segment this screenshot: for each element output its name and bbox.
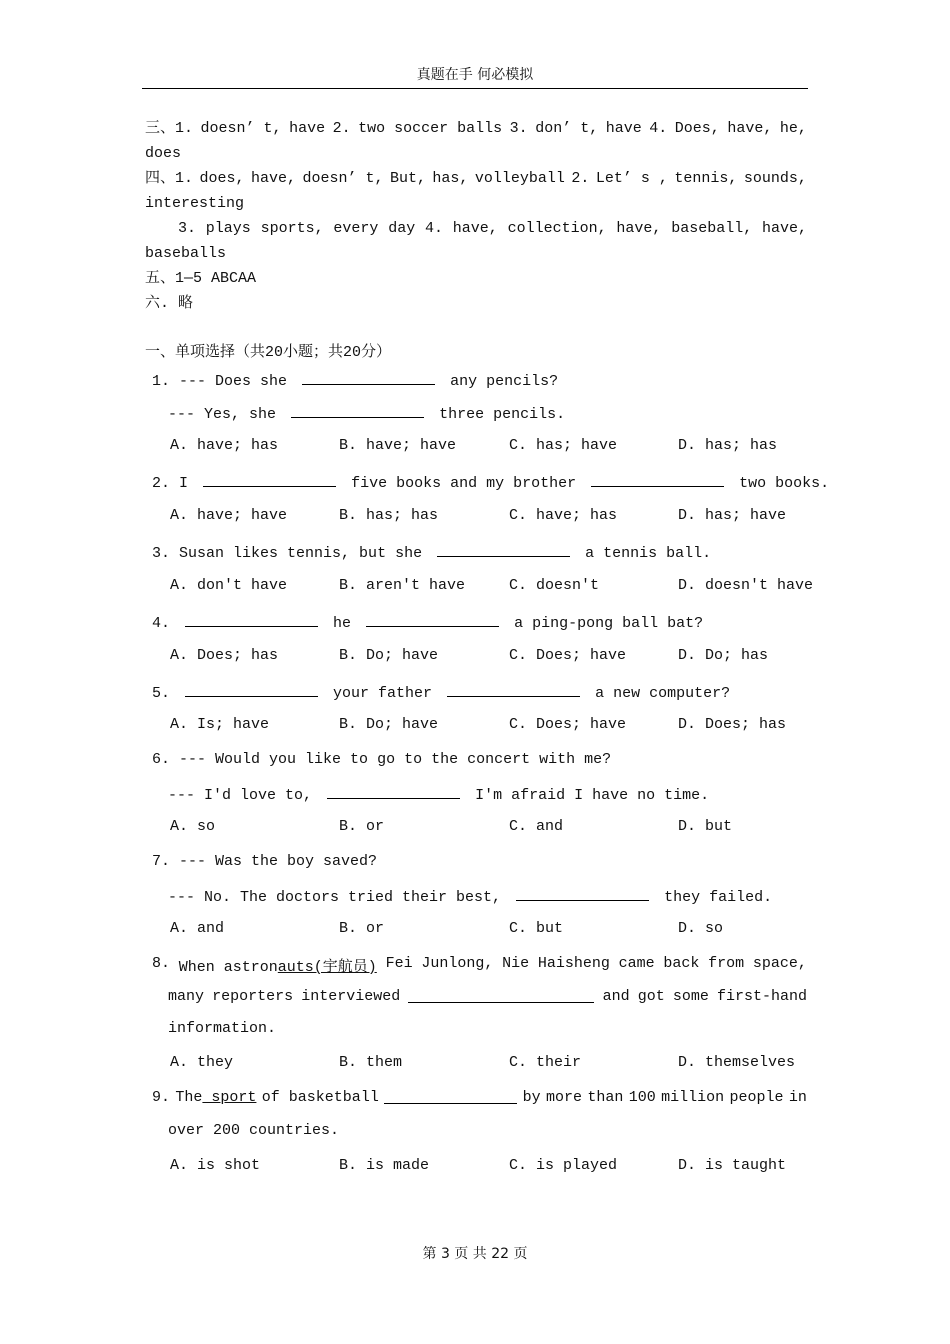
question-word: than	[587, 1089, 624, 1106]
question-text: a new computer?	[595, 685, 731, 702]
question-word: came	[618, 955, 655, 972]
question-line	[168, 1122, 339, 1139]
answer-token: 四、1.	[145, 170, 194, 187]
answer-token: plays	[205, 220, 251, 237]
question-word: back	[663, 955, 700, 972]
answer-token: has,	[432, 170, 469, 187]
page-header: 真题在手 何必模拟	[416, 67, 534, 83]
option-b[interactable]: B. Do; have	[339, 716, 439, 733]
answer-line: 五、1—5 ABCAA	[145, 270, 257, 287]
question-word: many	[168, 988, 205, 1005]
question-number: 8.	[152, 955, 171, 972]
answer-token: tennis,	[674, 170, 738, 187]
answer-token: every	[333, 220, 379, 237]
question-line	[168, 988, 807, 1005]
answer-blank[interactable]	[185, 612, 318, 627]
question-line	[152, 955, 807, 976]
question-word: people	[729, 1089, 784, 1106]
answer-token: day	[388, 220, 416, 237]
option-b[interactable]: B. or	[339, 818, 385, 835]
glossed-word: auts(宇航员)	[277, 959, 377, 976]
answer-line: 六. 略	[145, 295, 194, 312]
option-d[interactable]: D. themselves	[678, 1054, 796, 1071]
question-line	[152, 612, 703, 632]
answer-line	[145, 116, 807, 141]
question-line	[152, 682, 730, 702]
question-word: in	[788, 1089, 807, 1106]
option-a[interactable]: A. and	[170, 920, 225, 937]
answer-token: 2.	[571, 170, 590, 187]
question-number: 2.	[152, 475, 171, 492]
option-d[interactable]: D. doesn't have	[678, 577, 814, 594]
question-text: he	[333, 615, 352, 632]
option-c[interactable]: C. but	[509, 920, 564, 937]
answer-token: doesn’ t,	[302, 170, 384, 187]
option-c[interactable]: C. Does; have	[509, 647, 627, 664]
option-b[interactable]: B. or	[339, 920, 385, 937]
question-text: Susan likes tennis, but she	[179, 545, 423, 562]
answer-token: have,	[727, 120, 773, 137]
option-a[interactable]: A. they	[170, 1054, 234, 1071]
page-footer: 第 3 页 共 22 页	[422, 1246, 528, 1262]
question-line	[152, 542, 711, 562]
answer-line: interesting	[145, 195, 245, 212]
answer-token: Let’ s ,	[595, 170, 668, 187]
answer-token: sounds,	[743, 170, 807, 187]
option-a[interactable]: A. is shot	[170, 1157, 261, 1174]
section-title: 一、单项选择（共20小题；共20分）	[145, 344, 392, 361]
answer-token: 2.	[332, 120, 351, 137]
underlined-word: sport	[202, 1089, 257, 1106]
answer-token: collection,	[507, 220, 607, 237]
question-line	[168, 886, 772, 906]
options-row	[170, 1157, 810, 1177]
option-d[interactable]: D. has; have	[678, 507, 787, 524]
answer-line: does	[145, 145, 182, 162]
option-a[interactable]: A. don't have	[170, 577, 288, 594]
question-word: and	[602, 988, 630, 1005]
question-text: When astron	[178, 959, 278, 976]
options-row	[170, 920, 810, 940]
option-b[interactable]: B. them	[339, 1054, 403, 1071]
answer-token: don’ t,	[535, 120, 599, 137]
option-a[interactable]: A. so	[170, 818, 216, 835]
option-a[interactable]: A. Does; has	[170, 647, 279, 664]
answer-token: 4.	[424, 220, 443, 237]
answer-blank[interactable]	[327, 784, 460, 799]
question-text	[175, 1089, 256, 1106]
question-text: --- No. The doctors tried their best,	[168, 889, 502, 906]
question-text: a ping-pong ball bat?	[514, 615, 704, 632]
question-number: 4.	[152, 615, 171, 632]
question-word: Junlong,	[421, 955, 494, 972]
answer-blank[interactable]	[437, 542, 570, 557]
answer-token: have,	[250, 170, 296, 187]
answer-line	[145, 166, 807, 191]
question-word: Haisheng	[537, 955, 610, 972]
question-line	[168, 784, 709, 804]
question-text: I'm afraid I have no time.	[475, 787, 710, 804]
question-line	[168, 403, 565, 423]
question-word: got	[637, 988, 665, 1005]
question-text: five books and my brother	[351, 475, 577, 492]
question-text: your father	[333, 685, 433, 702]
answer-blank[interactable]	[185, 682, 318, 697]
question-line	[152, 472, 829, 492]
answer-line	[145, 216, 807, 241]
question-number: 3.	[152, 545, 171, 562]
question-text: --- Was the boy saved?	[179, 853, 378, 870]
answer-blank[interactable]	[302, 370, 435, 385]
option-c[interactable]: C. has; have	[509, 437, 618, 454]
options-row	[170, 437, 810, 457]
question-line	[152, 751, 611, 768]
option-c[interactable]: C. is played	[509, 1157, 618, 1174]
answer-key	[145, 116, 807, 316]
answer-blank[interactable]	[203, 472, 336, 487]
option-d[interactable]: D. so	[678, 920, 724, 937]
option-b[interactable]: B. aren't have	[339, 577, 466, 594]
question-word: space,	[752, 955, 807, 972]
question-number: 6.	[152, 751, 171, 768]
question-number: 9.	[152, 1089, 171, 1106]
question-number: 5.	[152, 685, 171, 702]
option-b[interactable]: B. has; has	[339, 507, 439, 524]
option-b[interactable]: B. Do; have	[339, 647, 439, 664]
question-text: any pencils?	[450, 373, 559, 390]
question-word: reporters	[212, 988, 294, 1005]
question-text: of basketball	[261, 1089, 379, 1106]
answer-token: two soccer balls	[358, 120, 503, 137]
question-text: --- Yes, she	[168, 406, 277, 423]
answer-token: baseball,	[671, 220, 753, 237]
question-text: over 200 countries.	[168, 1122, 340, 1139]
question-word: 100	[628, 1089, 656, 1106]
option-d[interactable]: D. but	[678, 818, 733, 835]
question-line	[168, 1020, 276, 1037]
question-text	[179, 955, 377, 976]
answer-token: sports,	[260, 220, 324, 237]
answer-token: have	[605, 120, 642, 137]
answer-blank[interactable]	[447, 682, 580, 697]
question-word: Nie	[502, 955, 530, 972]
question-word: interviewed	[301, 988, 401, 1005]
options-row	[170, 1054, 810, 1074]
option-a[interactable]: A. have; has	[170, 437, 279, 454]
question-text: information.	[168, 1020, 277, 1037]
answer-token: does,	[199, 170, 245, 187]
question-word: by	[522, 1089, 541, 1106]
option-c[interactable]: C. have; has	[509, 507, 618, 524]
option-a[interactable]: A. Is; have	[170, 716, 270, 733]
options-row	[170, 818, 810, 838]
answer-token: But,	[389, 170, 426, 187]
option-c[interactable]: C. doesn't	[509, 577, 600, 594]
option-b[interactable]: B. have; have	[339, 437, 457, 454]
question-text: The	[175, 1089, 203, 1106]
header-divider	[142, 88, 808, 89]
question-text: --- Would you like to go to the concert with me?	[179, 751, 612, 768]
answer-blank[interactable]	[366, 612, 499, 627]
question-word: some	[672, 988, 709, 1005]
question-text: a tennis ball.	[585, 545, 712, 562]
option-d[interactable]: D. Does; has	[678, 716, 787, 733]
option-d[interactable]: D. Do; has	[678, 647, 769, 664]
option-c[interactable]: C. and	[509, 818, 564, 835]
question-word: million	[661, 1089, 725, 1106]
answer-token: have,	[761, 220, 807, 237]
options-row	[170, 507, 810, 527]
question-word: Fei	[385, 955, 413, 972]
answer-token: 3.	[509, 120, 528, 137]
options-row	[170, 716, 810, 736]
answer-token: have,	[616, 220, 662, 237]
options-row	[170, 647, 810, 667]
options-row	[170, 577, 814, 597]
answer-token: 三、1.	[145, 120, 194, 137]
question-text: three pencils.	[439, 406, 566, 423]
question-line	[152, 370, 558, 390]
question-number: 1.	[152, 373, 171, 390]
question-text: two books.	[739, 475, 830, 492]
answer-line: baseballs	[145, 245, 227, 262]
option-b[interactable]: B. is made	[339, 1157, 430, 1174]
question-text: they failed.	[664, 889, 773, 906]
option-c[interactable]: C. their	[509, 1054, 582, 1071]
answer-token: doesn’ t,	[200, 120, 282, 137]
answer-token: 4.	[649, 120, 668, 137]
question-word: more	[545, 1089, 582, 1106]
question-number: 7.	[152, 853, 171, 870]
answer-blank[interactable]	[516, 886, 649, 901]
question-line	[152, 853, 377, 870]
answer-token: volleyball	[474, 170, 565, 187]
answer-token: he,	[779, 120, 807, 137]
question-line	[152, 1089, 807, 1106]
answer-blank[interactable]	[384, 1089, 517, 1104]
answer-token: 3.	[178, 220, 197, 237]
answer-blank[interactable]	[408, 988, 594, 1003]
answer-blank[interactable]	[291, 403, 424, 418]
option-c[interactable]: C. Does; have	[509, 716, 627, 733]
question-text: I	[179, 475, 189, 492]
answer-blank[interactable]	[591, 472, 724, 487]
question-text: --- I'd love to,	[168, 787, 313, 804]
question-text: --- Does she	[179, 373, 288, 390]
answer-token: Does,	[674, 120, 720, 137]
answer-token: have,	[452, 220, 498, 237]
question-word: first-hand	[716, 988, 807, 1005]
option-d[interactable]: D. is taught	[678, 1157, 787, 1174]
answer-token: have	[289, 120, 326, 137]
question-word: from	[708, 955, 745, 972]
option-a[interactable]: A. have; have	[170, 507, 288, 524]
option-d[interactable]: D. has; has	[678, 437, 778, 454]
